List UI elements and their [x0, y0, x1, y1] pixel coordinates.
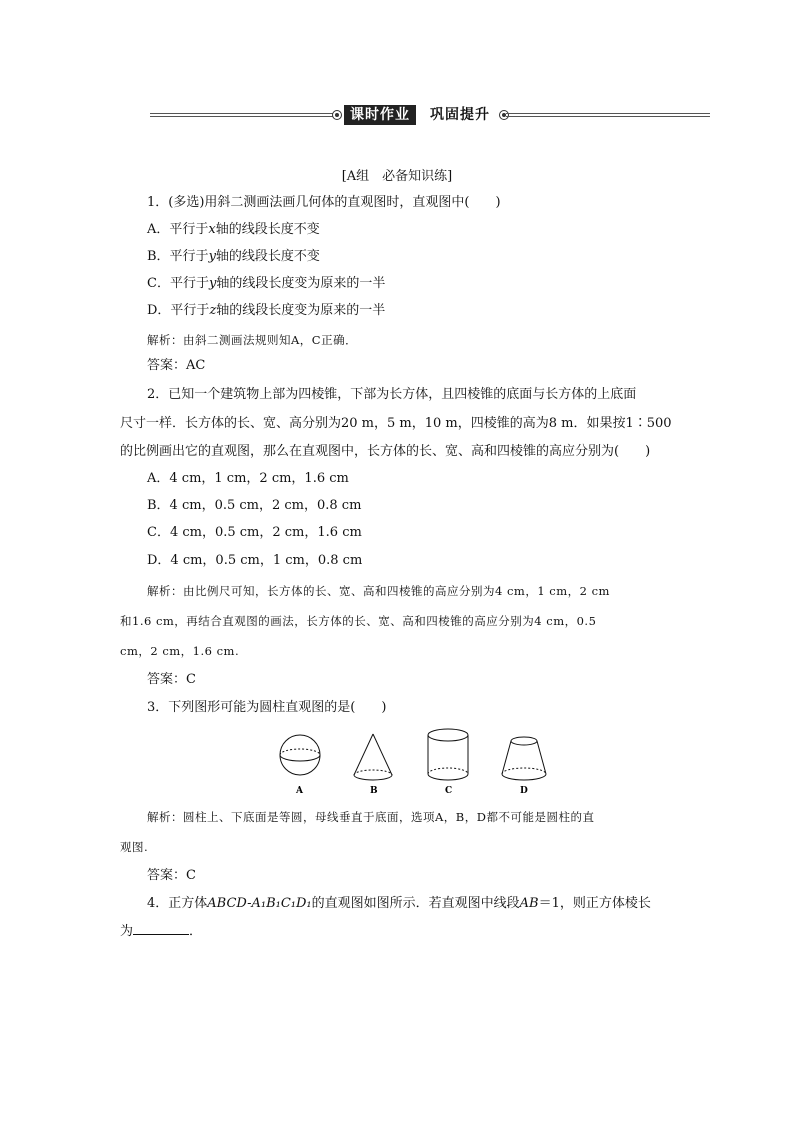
q2-answer: 答案：C	[147, 672, 196, 687]
q2-solution-line-3: cm，2 cm，1.6 cm.	[120, 644, 240, 658]
q4-stem-line-1	[147, 895, 707, 913]
q4-stem-line-2	[120, 922, 680, 941]
q4-post: ＝1，则正方体棱长	[538, 896, 651, 911]
q1-option-d	[147, 302, 707, 320]
banner-ornament-left	[332, 110, 342, 120]
banner-rule-left	[150, 113, 336, 117]
q1-option-d-pre: D．平行于	[147, 303, 210, 318]
banner-tag-secondary: 巩固提升	[430, 107, 490, 123]
q1-option-b-var: y	[208, 249, 216, 264]
q2-option-d: D．4 cm，0.5 cm，1 cm，0.8 cm	[147, 553, 363, 568]
q3-solution-line-1: 解析：圆柱上、下底面是等圆，母线垂直于底面，选项A，B，D都不可能是圆柱的直	[147, 810, 595, 824]
q2-stem-line-3: 的比例画出它的直观图，那么在直观图中，长方体的长、宽、高和四棱锥的高应分别为( )	[120, 444, 651, 459]
figure-frustum	[502, 737, 546, 780]
q1-option-a-var: x	[208, 222, 216, 237]
q1-option-b	[147, 248, 707, 266]
q1-option-a	[147, 221, 707, 239]
q1-stem: 1．(多选)用斜二测画法画几何体的直观图时，直观图中( )	[147, 195, 501, 210]
q2-stem-line-2: 尺寸一样．长方体的长、宽、高分别为20 m，5 m，10 m，四棱锥的高为8 m．如果按1∶500	[120, 416, 672, 431]
q2-stem-line-1: 2．已知一个建筑物上部为四棱锥，下部为长方体，且四棱锥的底面与长方体的上底面	[147, 387, 637, 402]
q1-option-a-post: 轴的线段长度不变	[215, 222, 320, 237]
q2-solution-line-2: 和1.6 cm，再结合直观图的画法，长方体的长、宽、高和四棱锥的高应分别为4 cm，0.5	[120, 614, 597, 628]
q2-option-c: C．4 cm，0.5 cm，2 cm，1.6 cm	[147, 525, 362, 540]
q1-option-c-var: y	[208, 276, 217, 291]
q2-option-a: A．4 cm，1 cm，2 cm，1.6 cm	[147, 471, 349, 486]
q1-option-a-pre: A．平行于	[147, 222, 209, 237]
q4-pre: 4．正方体	[147, 896, 208, 911]
figure-cylinder	[428, 729, 468, 780]
q1-option-d-post: 轴的线段长度变为原来的一半	[216, 303, 386, 318]
figure-sphere	[280, 735, 320, 775]
q2-solution-line-1: 解析：由比例尺可知，长方体的长、宽、高和四棱锥的高应分别为4 cm，1 cm，2 cm	[147, 584, 610, 598]
q1-option-c-post: 轴的线段长度变为原来的一半	[216, 276, 386, 291]
q3-figure-svg	[270, 723, 560, 798]
banner-rule-right	[506, 113, 710, 117]
q1-option-d-var: z	[209, 303, 217, 318]
q2-option-b: B．4 cm，0.5 cm，2 cm，0.8 cm	[147, 498, 362, 513]
q3-figure	[270, 723, 560, 798]
section-banner	[150, 104, 710, 126]
figure-label-b: B	[370, 786, 378, 796]
q4-end: ．	[189, 924, 203, 939]
q1-solution: 解析：由斜二测画法规则知A，C正确．	[147, 333, 358, 347]
q1-answer: 答案：AC	[147, 358, 206, 373]
q4-mid: 的直观图如图所示．若直观图中线段	[311, 896, 520, 911]
banner-tag-primary: 课时作业	[344, 105, 416, 125]
q1-option-b-post: 轴的线段长度不变	[215, 249, 320, 264]
q4-line2: 为	[120, 924, 134, 939]
q1-option-c-pre: C．平行于	[147, 276, 209, 291]
q3-stem: 3．下列图形可能为圆柱直观图的是( )	[147, 700, 387, 715]
figure-label-d: D	[520, 786, 528, 796]
q1-option-c	[147, 275, 707, 293]
q1-option-b-pre: B．平行于	[147, 249, 209, 264]
q3-answer: 答案：C	[147, 868, 196, 883]
figure-label-a: A	[296, 786, 303, 796]
q4-segment: AB	[519, 896, 539, 911]
figure-label-c: C	[445, 786, 453, 796]
q3-solution-line-2: 观图.	[120, 840, 149, 854]
group-title: [A组 必备知识练]	[341, 169, 453, 184]
figure-cone	[354, 734, 392, 780]
q4-cube-name: ABCD-A₁B₁C₁D₁	[207, 896, 312, 911]
q4-answer-blank[interactable]	[133, 922, 189, 935]
